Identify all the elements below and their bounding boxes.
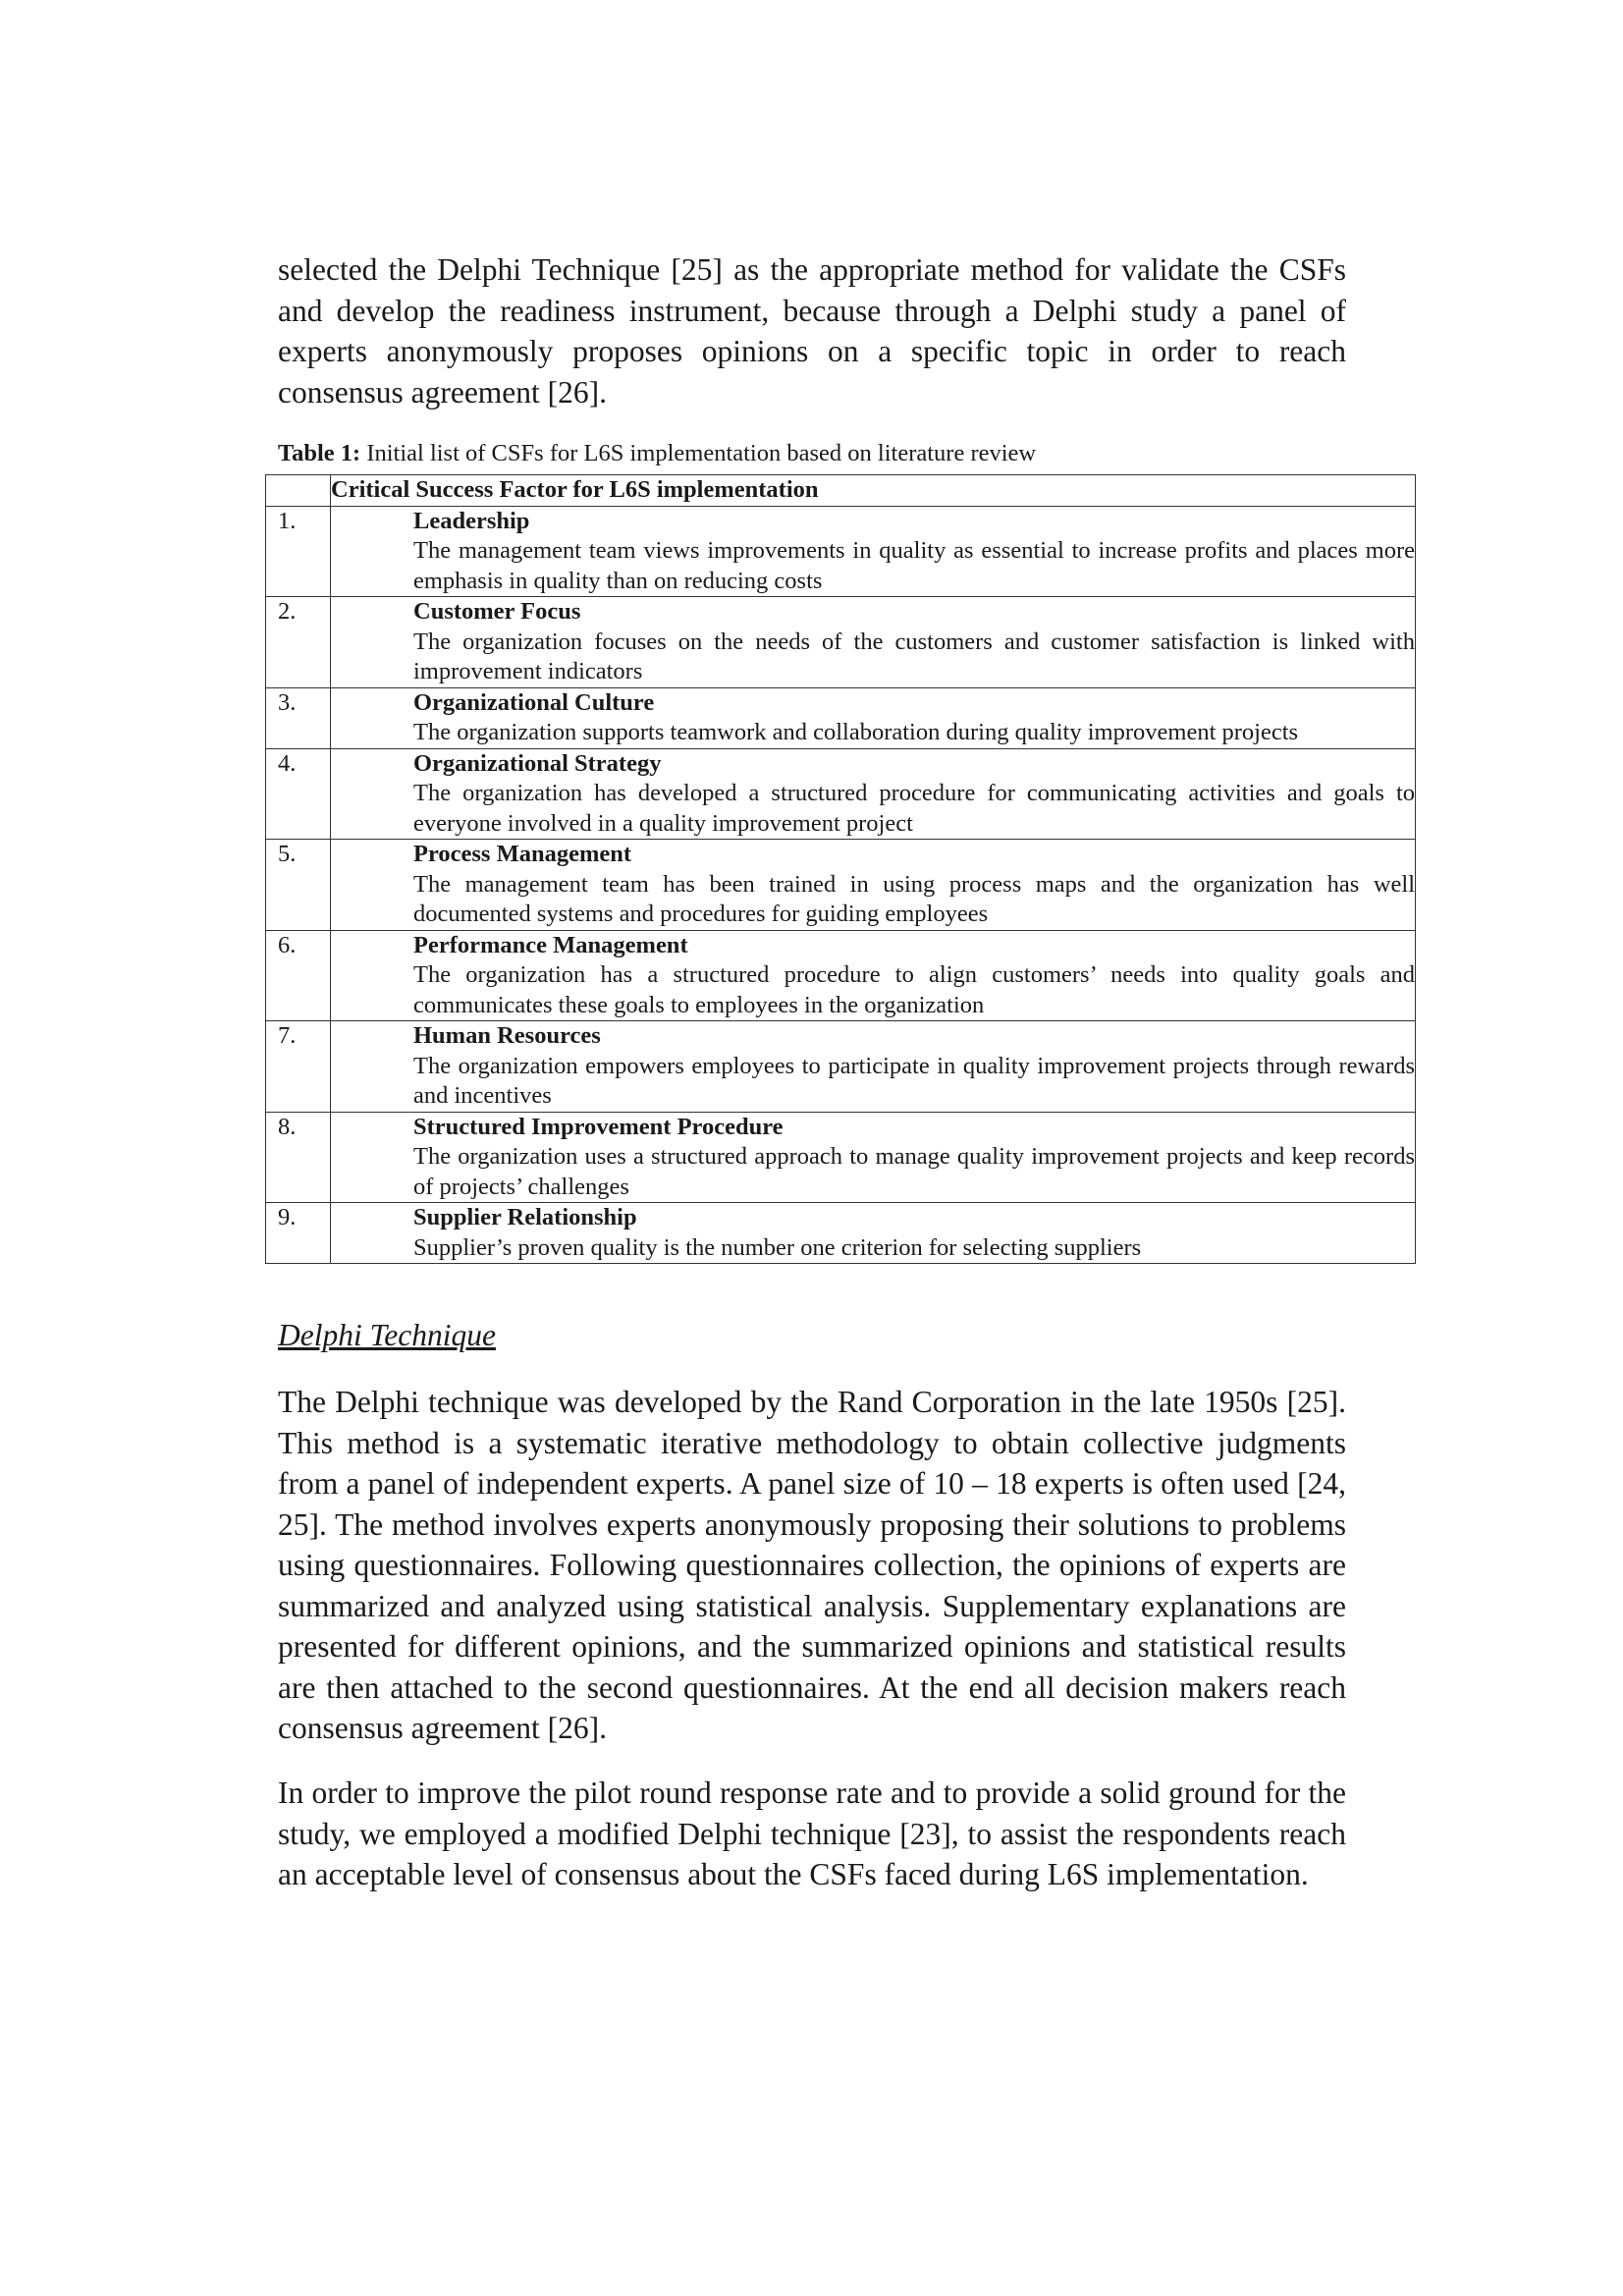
csf-cell — [331, 597, 1416, 688]
section-heading: Delphi Technique — [278, 1318, 496, 1352]
table-header-row — [266, 475, 1416, 507]
csf-title: Customer Focus — [413, 598, 581, 625]
csf-title: Leadership — [413, 507, 530, 534]
table-header-cell: Critical Success Factor for L6S implementation — [331, 475, 1416, 507]
csf-cell — [331, 1021, 1416, 1113]
intro-paragraph: selected the Delphi Technique [25] as the appropriate method for validate the CSFs and develop the readiness instrument, because through a Delphi study a panel of experts anonymously proposes opinions on a specific topic in order to reach consensus agreement [26]. — [278, 252, 1346, 410]
row-number: 5. — [266, 840, 331, 931]
csf-description: The organization uses a structured approach to manage quality improvement projects and keep records of projects’ challenges — [413, 1143, 1415, 1200]
csf-cell — [331, 840, 1416, 931]
table-row — [266, 506, 1416, 597]
table-row — [266, 1203, 1416, 1264]
csf-title: Structured Improvement Procedure — [413, 1113, 784, 1140]
csf-description: The organization has developed a structured procedure for communicating activities and goals to everyone involved in a quality improvement project — [413, 780, 1415, 837]
csf-description: The organization focuses on the needs of the customers and customer satisfaction is linked with improvement indicators — [413, 628, 1415, 684]
table-caption — [278, 439, 1036, 468]
csf-cell — [331, 1203, 1416, 1264]
csf-title: Process Management — [413, 841, 632, 867]
row-number: 4. — [266, 748, 331, 840]
csf-cell — [331, 748, 1416, 840]
row-number: 8. — [266, 1112, 331, 1203]
csf-description: Supplier’s proven quality is the number one criterion for selecting suppliers — [413, 1233, 1142, 1261]
table-row — [266, 1112, 1416, 1203]
row-number: 6. — [266, 930, 331, 1021]
csf-cell — [331, 930, 1416, 1021]
csf-cell — [331, 506, 1416, 597]
table-row — [266, 597, 1416, 688]
table-row — [266, 840, 1416, 931]
table-header-num-cell — [266, 475, 331, 507]
row-number: 7. — [266, 1021, 331, 1113]
row-number: 3. — [266, 687, 331, 748]
modified-delphi-paragraph: In order to improve the pilot round response rate and to provide a solid ground for the study, we employed a modified Delphi technique [23], to assist the respondents reach an acceptable level of consensus about the CSFs faced during L6S implementation. — [278, 1776, 1346, 1891]
csf-title: Organizational Culture — [413, 688, 655, 716]
csf-cell — [331, 687, 1416, 748]
csf-title: Human Resources — [413, 1022, 601, 1049]
csf-table — [265, 474, 1416, 1264]
table-row — [266, 748, 1416, 840]
csf-cell — [331, 1112, 1416, 1203]
row-number: 9. — [266, 1203, 331, 1264]
csf-description: The management team has been trained in using process maps and the organization has well documented systems and procedures for guiding employees — [413, 870, 1415, 927]
csf-description: The organization has a structured procedure to align customers’ needs into quality goals and communicates these goals to employees in the organization — [413, 961, 1415, 1018]
csf-description: The organization supports teamwork and collaboration during quality improvement projects — [413, 719, 1299, 745]
table-caption-text: Initial list of CSFs for L6S implementation based on literature review — [360, 440, 1037, 466]
row-number: 1. — [266, 506, 331, 597]
delphi-paragraph: The Delphi technique was developed by the Rand Corporation in the late 1950s [25]. This method is a systematic iterative methodology to obtain collective judgments from a panel of independent experts. A panel size of 10 – 18 experts is often used [24, 25]. The method involves experts anonymously proposing their solutions to problems using questionnaires. Following questionnaires collection, the opinions of experts are summarized and analyzed using statistical analysis. Supplementary explanations are presented for different opinions, and the summarized opinions and statistical results are then attached to the second questionnaires. At the end all decision makers reach consensus agreement [26]. — [278, 1385, 1346, 1745]
table-row — [266, 687, 1416, 748]
table-row — [266, 1021, 1416, 1113]
csf-title: Performance Management — [413, 931, 688, 958]
csf-title: Organizational Strategy — [413, 749, 662, 777]
row-number: 2. — [266, 597, 331, 688]
csf-title: Supplier Relationship — [413, 1204, 637, 1230]
csf-description: The organization empowers employees to participate in quality improvement projects through rewards and incentives — [413, 1052, 1415, 1109]
table-row — [266, 930, 1416, 1021]
csf-description: The management team views improvements in quality as essential to increase profits and places more emphasis in quality than on reducing costs — [413, 537, 1415, 594]
table-caption-label: Table 1: — [278, 440, 361, 466]
